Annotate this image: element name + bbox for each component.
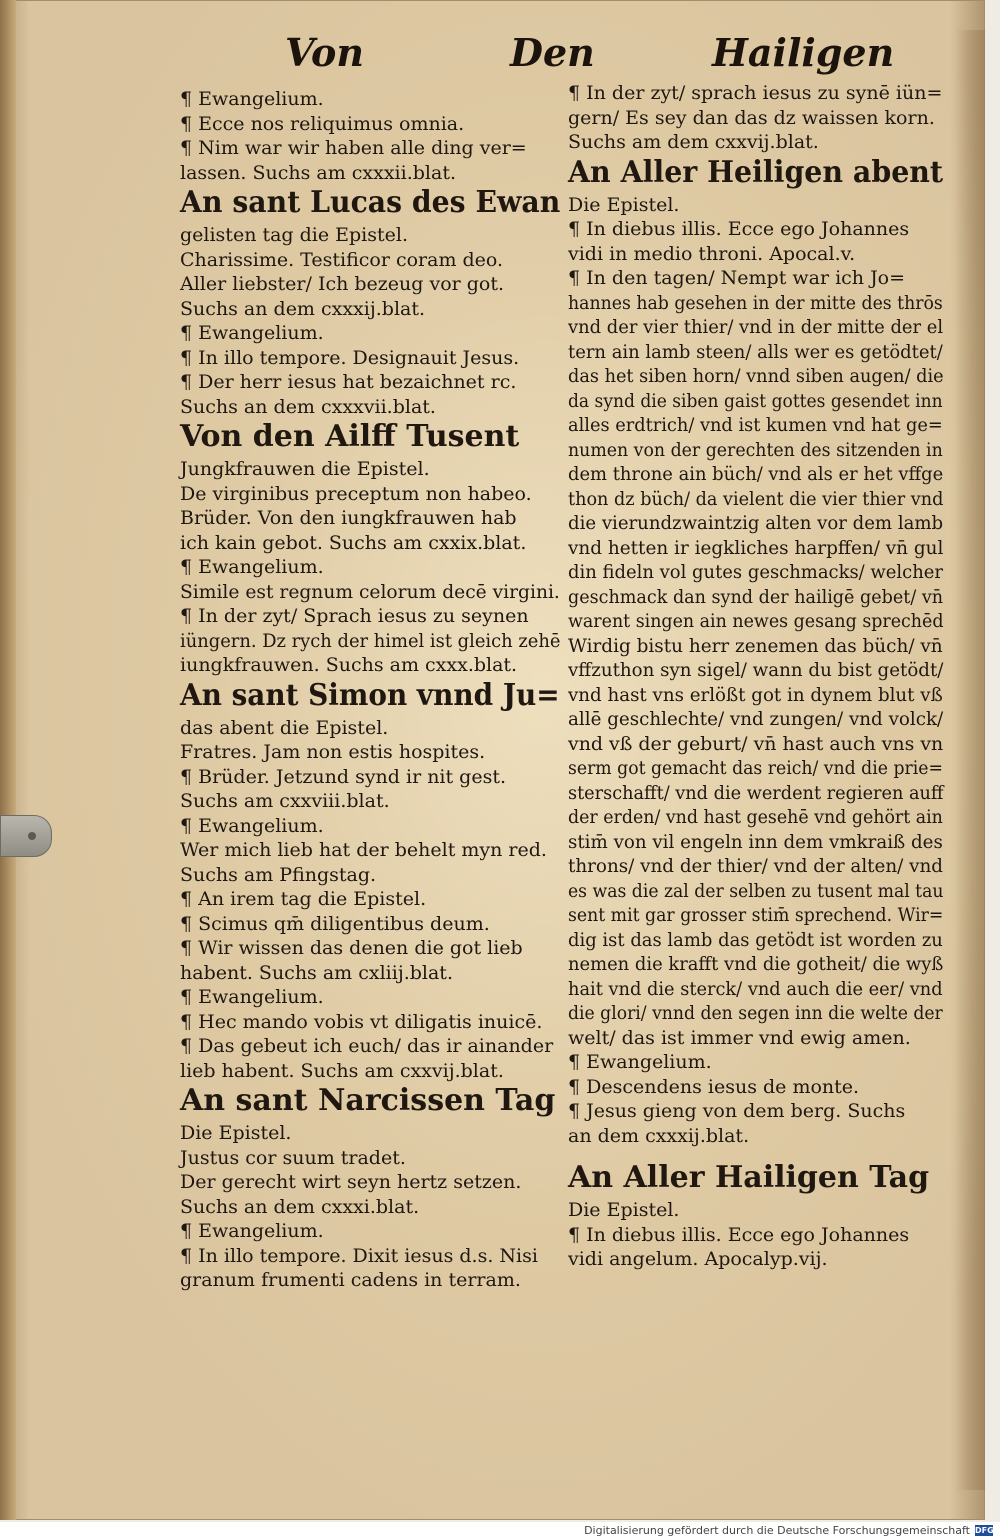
text-line: vnd der vier thier/ vnd in der mitte der el: [568, 316, 944, 338]
footer-credit: Digitalisierung gefördert durch die Deutsche Forschungsgemeinschaft: [584, 1524, 970, 1537]
text-line: ¶ Hec mando vobis vt diligatis inuicē.: [180, 1010, 543, 1033]
text-line: numen von der gerechten des sitzenden in: [568, 438, 943, 461]
text-line: Suchs am cxxviii.blat.: [180, 790, 390, 812]
text-line: ¶ Ewangelium.: [180, 986, 324, 1008]
text-line: welt/ das ist immer vnd ewig amen.: [568, 1026, 911, 1049]
section-heading: An Aller Hailigen Tag: [568, 1160, 930, 1195]
text-line: ¶ In der zyt/ sprach iesus zu synē iün=: [568, 82, 943, 104]
text-line: hait vnd die sterck/ vnd auch die eer/ vnd: [568, 977, 943, 1000]
right-text-column: [568, 0, 943, 1540]
text-line: ¶ Ewangelium.: [568, 1051, 712, 1073]
section-heading: Von den Ailff Tusent: [180, 419, 520, 454]
text-line: Suchs an dem cxxxvii.blat.: [180, 395, 436, 418]
text-line: an dem cxxxij.blat.: [568, 1124, 750, 1147]
text-line: Suchs an dem cxxxi.blat.: [180, 1195, 420, 1218]
page-gutter-edge: [0, 0, 16, 1520]
running-head-left: Von: [285, 30, 364, 75]
text-line: dig ist das lamb das getödt ist worden zu: [568, 928, 943, 951]
text-line: ¶ An irem tag die Epistel.: [180, 888, 427, 910]
text-line: Die Epistel.: [180, 1122, 292, 1144]
text-line: Wirdig bistu herr zenemen das büch/ vn̄: [568, 634, 943, 657]
text-line: Justus cor suum tradet.: [180, 1146, 406, 1169]
text-line: De virginibus preceptum non habeo.: [180, 482, 532, 505]
text-line: Suchs am dem cxxvij.blat.: [568, 131, 819, 153]
text-line: Die Epistel.: [568, 193, 680, 216]
text-line: ¶ In illo tempore. Dixit iesus d.s. Nisi: [180, 1244, 538, 1267]
text-line: ich kain gebot. Suchs am cxxix.blat.: [180, 531, 527, 554]
section-heading: An sant Narcissen Tag: [180, 1083, 556, 1118]
text-line: hannes hab gesehen in der mitte des thrōs: [568, 291, 943, 314]
text-line: geschmack dan synd der hailigē gebet/ vn̄: [568, 585, 944, 608]
text-line: der erden/ vnd hast gesehē vnd gehört ain: [568, 806, 943, 828]
text-line: dem throne ain büch/ vnd als er het vffge: [568, 463, 944, 485]
text-line: ¶ Jesus gieng von dem berg. Suchs: [568, 1100, 906, 1122]
running-head-right: Hailigen: [712, 30, 895, 75]
text-line: din fideln vol gutes geschmacks/ welcher: [568, 561, 944, 583]
text-line: serm got gemacht das reich/ vnd die prie=: [568, 757, 943, 779]
text-line: Charissime. Testificor coram deo.: [180, 248, 504, 271]
text-line: die vierundzwaintzig alten vor dem lamb: [568, 512, 944, 534]
text-line: es was die zal der selben zu tusent mal tau: [568, 879, 944, 902]
text-line: iüngern. Dz rych der himel ist gleich zehē: [180, 629, 561, 652]
text-line: lieb habent. Suchs am cxxvij.blat.: [180, 1059, 504, 1082]
text-line: ¶ Brüder. Jetzund synd ir nit gest.: [180, 765, 507, 788]
text-line: das abent die Epistel.: [180, 716, 389, 739]
text-line: Suchs an dem cxxxij.blat.: [180, 297, 426, 320]
text-line: habent. Suchs am cxliij.blat.: [180, 961, 453, 984]
text-line: Fratres. Jam non estis hospites.: [180, 741, 486, 763]
text-line: ¶ In den tagen/ Nempt war ich Jo=: [568, 267, 906, 289]
text-line: ¶ In diebus illis. Ecce ego Johannes: [568, 1223, 910, 1246]
text-line: nemen die krafft vnd die gotheit/ die wyß: [568, 953, 944, 975]
text-line: da synd die siben gaist gottes gesendet inn: [568, 389, 943, 412]
text-line: ¶ Descendens iesus de monte.: [568, 1075, 860, 1098]
book-clasp: [0, 815, 52, 857]
text-line: allē geschlechte/ vnd zungen/ vnd volck/: [568, 708, 944, 730]
text-line: Brüder. Von den iungkfrauwen hab: [180, 507, 517, 529]
text-line: granum frumenti cadens in terram.: [180, 1269, 521, 1291]
text-line: gern/ Es sey dan das dz waissen korn.: [568, 106, 935, 129]
page-fore-edge: [955, 30, 985, 1490]
dfg-logo: DFG: [975, 1526, 994, 1535]
text-line: Der gerecht wirt seyn hertz setzen.: [180, 1171, 522, 1193]
text-line: vnd vß der geburt/ vn̄ hast auch vns vn: [568, 732, 944, 755]
text-line: tern ain lamb steen/ alls wer es getödtet/: [568, 340, 943, 363]
text-line: thon dz büch/ da vielent die vier thier vnd: [568, 487, 944, 510]
text-line: warent singen ain newes gesang sprechēd: [568, 610, 944, 632]
text-line: ¶ Wir wissen das denen die got lieb: [180, 937, 523, 959]
section-heading: An sant Simon vnnd Ju=: [180, 677, 560, 713]
section-heading: An Aller Heiligen abent: [568, 154, 944, 190]
text-line: Suchs am Pfingstag.: [180, 863, 377, 886]
text-line: ¶ In illo tempore. Designauit Jesus.: [180, 346, 520, 369]
text-line: vffzuthon syn sigel/ wann du bist getödt/: [568, 659, 944, 681]
text-line: sent mit gar grosser stim̄ sprechend. Wir=: [568, 904, 944, 926]
text-line: ¶ Nim war wir haben alle ding ver=: [180, 137, 527, 159]
text-line: sterschafft/ vnd die werdent regieren auff: [568, 781, 944, 804]
text-line: Simile est regnum celorum decē virgini.: [180, 580, 560, 603]
text-line: Aller liebster/ Ich bezeug vor got.: [180, 273, 505, 295]
text-line: ¶ Ewangelium.: [180, 814, 324, 837]
text-line: vnd hast vns erlößt got in dynem blut vß: [568, 683, 943, 706]
left-text-column: [180, 0, 560, 1540]
text-line: throns/ vnd der thier/ vnd der alten/ vnd: [568, 855, 944, 877]
text-line: ¶ Ewangelium.: [180, 322, 324, 344]
text-line: alles erdtrich/ vnd ist kumen vnd hat ge=: [568, 414, 943, 436]
text-line: ¶ Scimus qm̄ diligentibus deum.: [180, 912, 490, 935]
clasp-pin: [28, 832, 36, 840]
text-line: das het siben horn/ vnnd siben augen/ die: [568, 365, 944, 387]
text-line: lassen. Suchs am cxxxii.blat.: [180, 161, 456, 184]
text-line: die glori/ vnnd den segen inn die welte der: [568, 1002, 943, 1024]
text-line: Wer mich lieb hat der behelt myn red.: [180, 839, 547, 861]
text-line: Die Epistel.: [568, 1199, 680, 1221]
text-line: vnd hetten ir iegkliches harpffen/ vn̄ gul: [568, 536, 944, 559]
running-head-middle: Den: [510, 30, 595, 75]
text-line: stim̄ von vil engeln inn dem vmkraiß des: [568, 830, 943, 853]
text-line: vidi in medio throni. Apocal.v.: [568, 242, 856, 265]
text-line: ¶ Ewangelium.: [180, 88, 324, 110]
text-line: vidi angelum. Apocalyp.vij.: [568, 1248, 828, 1270]
text-line: ¶ Ewangelium.: [180, 1220, 324, 1242]
text-line: gelisten tag die Epistel.: [180, 224, 409, 246]
text-line: ¶ In der zyt/ Sprach iesus zu seynen: [180, 605, 529, 627]
section-heading: An sant Lucas des Ewan: [180, 185, 561, 220]
text-line: Jungkfrauwen die Epistel.: [180, 458, 430, 480]
text-line: iungkfrauwen. Suchs am cxxx.blat.: [180, 654, 518, 676]
text-line: ¶ Der herr iesus hat bezaichnet rc.: [180, 371, 517, 393]
text-line: ¶ Ecce nos reliquimus omnia.: [180, 112, 465, 135]
text-line: ¶ In diebus illis. Ecce ego Johannes: [568, 218, 910, 240]
text-line: ¶ Das gebeut ich euch/ das ir ainander: [180, 1035, 554, 1057]
text-line: ¶ Ewangelium.: [180, 556, 324, 578]
